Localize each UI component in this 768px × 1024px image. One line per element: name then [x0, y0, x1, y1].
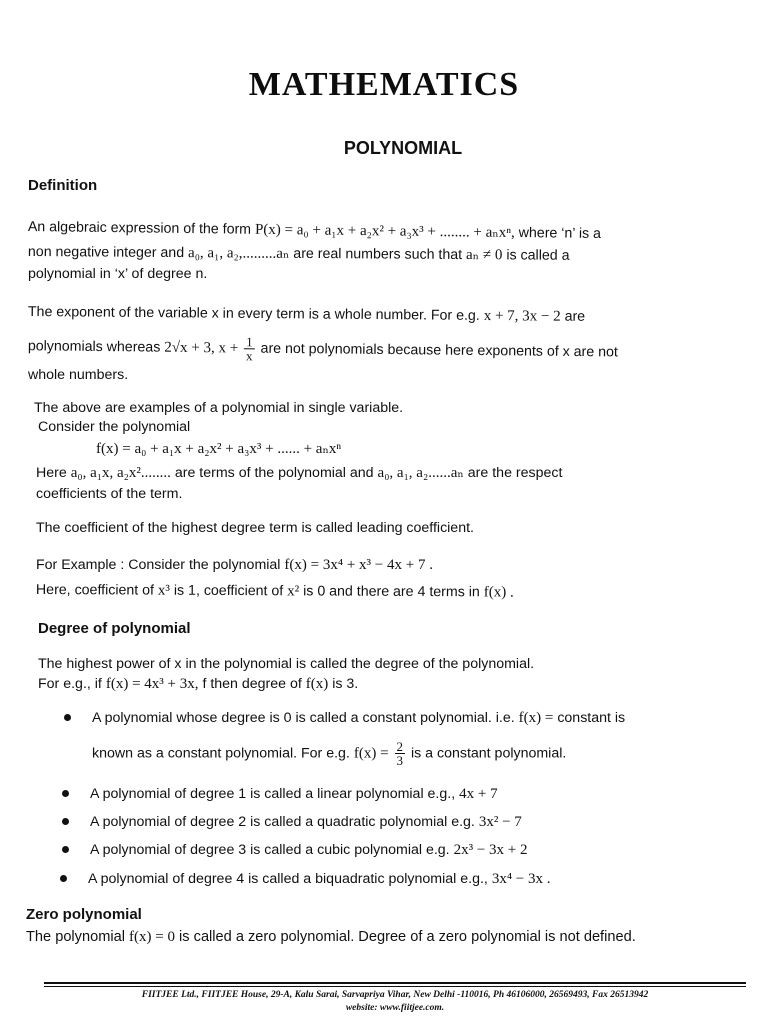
definition-text-end: where ‘n’ is a [518, 224, 602, 243]
single-variable-line-1: The above are examples of a polynomial in single variable. [34, 400, 404, 416]
definition-heading: Definition [28, 177, 98, 194]
degree-heading: Degree of polynomial [38, 620, 191, 637]
leading-coefficient-condition: aₙ ≠ 0 [465, 247, 503, 264]
footer-website: website: www.fiitjee.com. [345, 1003, 445, 1013]
x-squared: x² [287, 583, 300, 600]
exponent-line-2 [28, 333, 618, 366]
terms-text: are terms of the polynomial and [174, 465, 374, 481]
bullet-text: is a constant polynomial. [410, 745, 567, 762]
example-polynomial: f(x) = 3x⁴ + x³ − 4x + 7 . [284, 557, 433, 573]
polynomial-formula: f(x) = a₀ + a₁x + a₂x² + a₃x³ + ...... + aₙxⁿ [96, 441, 342, 457]
coefficients-list: a₀, a₁, a₂,.........aₙ [188, 245, 290, 262]
degree-line-1: The highest power of x in the polynomial is called the degree of the polynomial. [38, 656, 535, 672]
zero-polynomial-equation: f(x) = 0 [129, 929, 175, 945]
exponent-text: are [564, 308, 586, 325]
degree-line-2 [38, 675, 358, 694]
leading-coefficient-line: The coefficient of the highest degree term is called leading coefficient. [36, 520, 474, 536]
x-cubed: x³ [157, 582, 170, 599]
bullet-marker [62, 818, 69, 825]
exponent-line-1 [28, 303, 585, 327]
bullet-constant-polynomial [92, 709, 625, 728]
zero-polynomial-line [26, 928, 636, 947]
fraction-denominator: 3 [396, 753, 403, 768]
definition-line-1 [28, 218, 601, 244]
bullet-quadratic-polynomial [90, 813, 522, 832]
definition-line-3: polynomial in ‘x’ of degree n. [28, 266, 208, 282]
exponent-text: The exponent of the variable x in every term is a whole number. For e.g. [27, 303, 480, 324]
definition-text: are real numbers such that [293, 245, 463, 264]
definition-text: non negative integer and [27, 243, 185, 262]
example-text: is 0 and there are 4 terms in [303, 583, 480, 601]
biquadratic-example: 3x⁴ − 3x . [491, 871, 551, 887]
bullet-text: A polynomial whose degree is 0 is called a constant polynomial. i.e. [92, 710, 515, 726]
fraction-denominator: x [245, 348, 253, 364]
bullet-constant-polynomial-continued [92, 740, 566, 767]
zero-text: is called a zero polynomial. Degree of a zero polynomial is not defined. [179, 929, 636, 945]
footer-address: FIITJEE Ltd., FIITJEE House, 29-A, Kalu Sarai, Sarvapriya Vihar, New Delhi -110016, Ph 46106000, 26569493, Fax 26513942 [141, 990, 649, 1000]
degree-example-polynomial: f(x) = 4x³ + 3x, [105, 676, 199, 692]
fraction-numerator: 2 [396, 739, 403, 754]
bullet-marker [64, 714, 71, 721]
function-fx: f(x) . [483, 584, 514, 601]
fraction-two-thirds [395, 740, 406, 767]
definition-text: An algebraic expression of the form [27, 218, 252, 238]
example-line-2 [36, 581, 514, 602]
bullet-marker [60, 875, 67, 882]
degree-text: f then degree of [202, 676, 302, 692]
bullet-text: A polynomial of degree 1 is called a linear polynomial e.g., [90, 786, 456, 802]
bullet-text: constant is [557, 710, 626, 726]
example-polynomials: x + 7, 3x − 2 [483, 307, 561, 325]
linear-example: 4x + 7 [459, 786, 498, 802]
exponent-text: are not polynomials because here exponents of x are not [260, 340, 618, 361]
bullet-text: A polynomial of degree 2 is called a quadratic polynomial e.g. [90, 814, 475, 830]
bullet-marker [62, 846, 69, 853]
example-line-1 [36, 556, 433, 575]
function-fx: f(x) = [518, 710, 554, 726]
bullet-text: A polynomial of degree 3 is called a cubic polynomial e.g. [90, 842, 450, 858]
terms-list: a₀, a₁x, a₂x²........ [70, 465, 171, 481]
degree-text: For e.g., if [38, 676, 102, 692]
terms-text: are the respect [467, 465, 563, 481]
example-text: Here, coefficient of [35, 582, 155, 599]
single-variable-line-3 [36, 464, 562, 483]
page-subtitle: POLYNOMIAL [343, 138, 463, 158]
bullet-marker [62, 790, 69, 797]
page-title: MATHEMATICS [248, 66, 520, 103]
cubic-example: 2x³ − 3x + 2 [453, 842, 528, 858]
fraction-one-over-x [244, 335, 255, 362]
single-variable-line-2: Consider the polynomial [38, 419, 191, 435]
zero-text: The polynomial [26, 929, 125, 945]
definition-line-2 [28, 243, 570, 266]
non-polynomial-examples: 2√x + 3, x + [164, 339, 239, 357]
bullet-cubic-polynomial [90, 841, 528, 860]
zero-polynomial-heading: Zero polynomial [26, 906, 142, 923]
degree-text: is 3. [332, 676, 359, 692]
terms-text: Here [36, 465, 67, 481]
fraction-numerator: 1 [246, 334, 253, 350]
bullet-biquadratic-polynomial [88, 870, 551, 889]
coefficients-list: a₀, a₁, a₂......aₙ [377, 465, 464, 481]
footer-rule [44, 982, 746, 984]
polynomial-general-form: P(x) = a₀ + a₁x + a₂x² + a₃x³ + ........ + aₙxⁿ, [254, 221, 515, 241]
function-fx: f(x) [305, 676, 329, 692]
quadratic-example: 3x² − 7 [478, 814, 522, 830]
exponent-line-3: whole numbers. [28, 367, 129, 383]
bullet-linear-polynomial [90, 785, 498, 804]
function-fx: f(x) = [353, 745, 389, 762]
definition-text: is called a [506, 247, 570, 264]
bullet-text: A polynomial of degree 4 is called a biquadratic polynomial e.g., [88, 871, 488, 887]
footer-rule [44, 986, 746, 987]
example-text: is 1, coefficient of [173, 582, 284, 600]
single-variable-line-4: coefficients of the term. [36, 486, 183, 502]
bullet-text: known as a constant polynomial. For e.g. [92, 745, 350, 762]
exponent-text: polynomials whereas [27, 338, 161, 356]
example-text: For Example : Consider the polynomial [36, 557, 281, 573]
